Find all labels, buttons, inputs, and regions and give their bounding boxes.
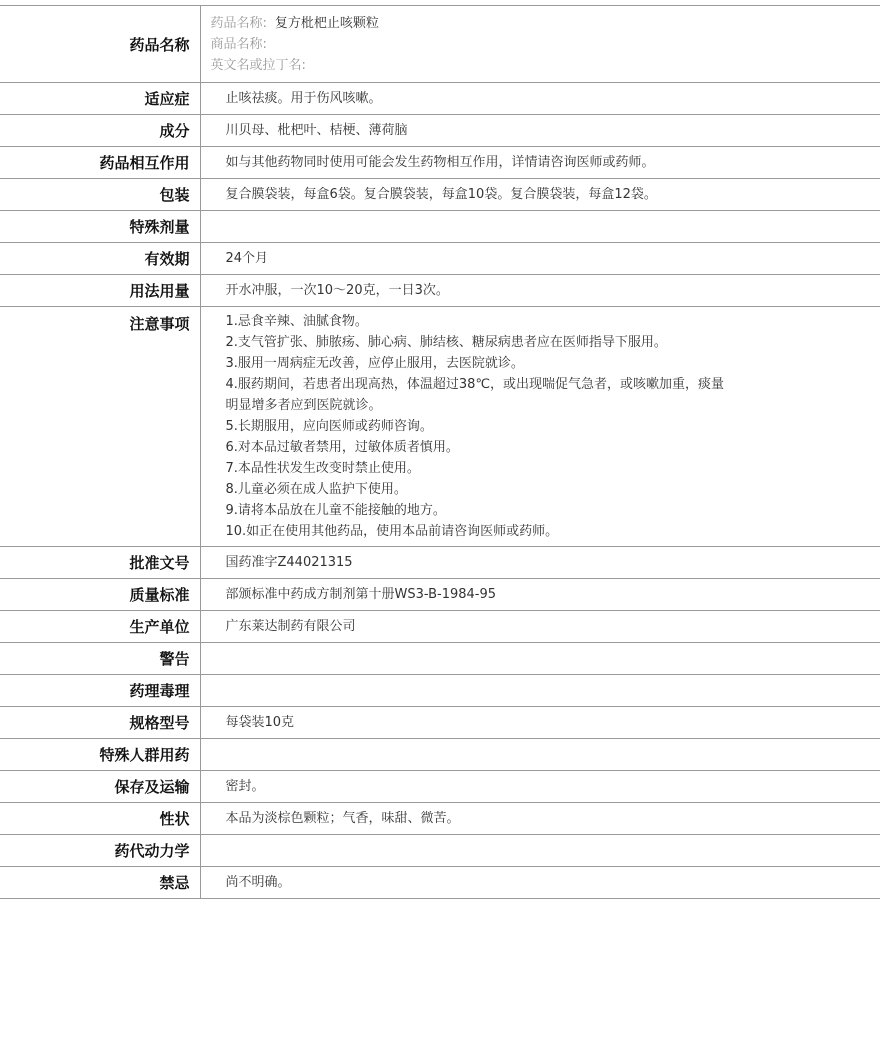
latin-name-key: 英文名或拉丁名:	[210, 57, 306, 73]
label-warning: 警告	[0, 643, 200, 675]
row-interactions	[0, 147, 880, 179]
row-precautions	[0, 307, 880, 547]
row-manufacturer	[0, 611, 880, 643]
trade-name-line	[211, 34, 880, 55]
row-approval-no	[0, 547, 880, 579]
value-indication: 止咳祛痰。用于伤风咳嗽。	[200, 83, 880, 115]
label-pharmacokinetics: 药代动力学	[0, 835, 200, 867]
precaution-line: 9.请将本品放在儿童不能接触的地方。	[225, 503, 446, 518]
row-specification	[0, 707, 880, 739]
label-specification: 规格型号	[0, 707, 200, 739]
precaution-line: 2.支气管扩张、肺脓疡、肺心病、肺结核、糖尿病患者应在医师指导下服用。	[225, 335, 667, 350]
row-contraindications	[0, 867, 880, 899]
precaution-line: 3.服用一周病症无改善，应停止服用，去医院就诊。	[225, 356, 524, 371]
label-ingredients: 成分	[0, 115, 200, 147]
label-pharmacology: 药理毒理	[0, 675, 200, 707]
blank-footer-area	[0, 920, 880, 1050]
label-special-dosage: 特殊剂量	[0, 211, 200, 243]
value-packaging: 复合膜袋装，每盒6袋。复合膜袋装，每盒10袋。复合膜袋装，每盒12袋。	[200, 179, 880, 211]
precaution-line: 4.服药期间，若患者出现高热，体温超过38℃，或出现喘促气急者，或咳嗽加重，痰量	[225, 377, 725, 392]
label-drug-name: 药品名称	[0, 6, 200, 83]
value-precautions	[200, 307, 880, 547]
label-interactions: 药品相互作用	[0, 147, 200, 179]
value-quality-standard: 部颁标准中药成方制剂第十册WS3-B-1984-95	[200, 579, 880, 611]
precaution-line: 明显增多者应到医院就诊。	[225, 398, 382, 413]
row-special-dosage	[0, 211, 880, 243]
label-packaging: 包装	[0, 179, 200, 211]
value-approval-no: 国药准字Z44021315	[200, 547, 880, 579]
row-usage	[0, 275, 880, 307]
precaution-line: 6.对本品过敏者禁用，过敏体质者慎用。	[225, 440, 459, 455]
row-packaging	[0, 179, 880, 211]
precaution-line: 10.如正在使用其他药品，使用本品前请咨询医师或药师。	[225, 524, 559, 539]
generic-name-value: 复方枇杷止咳颗粒	[274, 15, 379, 31]
trade-name-key: 商品名称:	[210, 36, 267, 52]
value-interactions: 如与其他药物同时使用可能会发生药物相互作用，详情请咨询医师或药师。	[200, 147, 880, 179]
row-ingredients	[0, 115, 880, 147]
label-contraindications: 禁忌	[0, 867, 200, 899]
row-quality-standard	[0, 579, 880, 611]
precaution-line: 8.儿童必须在成人监护下使用。	[225, 482, 407, 497]
value-manufacturer: 广东莱达制药有限公司	[200, 611, 880, 643]
value-pharmacology	[200, 675, 880, 707]
label-manufacturer: 生产单位	[0, 611, 200, 643]
label-storage: 保存及运输	[0, 771, 200, 803]
label-shelf-life: 有效期	[0, 243, 200, 275]
label-approval-no: 批准文号	[0, 547, 200, 579]
generic-name-line	[211, 13, 880, 34]
value-special-dosage	[200, 211, 880, 243]
row-pharmacology	[0, 675, 880, 707]
label-precautions: 注意事项	[0, 307, 200, 547]
label-special-population: 特殊人群用药	[0, 739, 200, 771]
latin-name-line	[211, 55, 880, 76]
row-properties	[0, 803, 880, 835]
precaution-line: 7.本品性状发生改变时禁止使用。	[225, 461, 420, 476]
row-shelf-life	[0, 243, 880, 275]
label-properties: 性状	[0, 803, 200, 835]
precaution-line: 1.忌食辛辣、油腻食物。	[225, 314, 368, 329]
drug-spec-table	[0, 5, 880, 899]
value-specification: 每袋装10克	[200, 707, 880, 739]
generic-name-key: 药品名称:	[210, 15, 267, 31]
row-indication	[0, 83, 880, 115]
row-warning	[0, 643, 880, 675]
value-contraindications: 尚不明确。	[200, 867, 880, 899]
value-pharmacokinetics	[200, 835, 880, 867]
value-shelf-life: 24个月	[200, 243, 880, 275]
row-special-population	[0, 739, 880, 771]
label-usage: 用法用量	[0, 275, 200, 307]
value-ingredients: 川贝母、枇杷叶、桔梗、薄荷脑	[200, 115, 880, 147]
label-quality-standard: 质量标准	[0, 579, 200, 611]
row-storage	[0, 771, 880, 803]
value-properties: 本品为淡棕色颗粒；气香，味甜、微苦。	[200, 803, 880, 835]
value-warning	[200, 643, 880, 675]
row-drug-name	[0, 6, 880, 83]
value-special-population	[200, 739, 880, 771]
value-storage: 密封。	[200, 771, 880, 803]
drug-name-block	[200, 6, 880, 83]
row-pharmacokinetics	[0, 835, 880, 867]
value-usage: 开水冲服，一次10～20克，一日3次。	[200, 275, 880, 307]
label-indication: 适应症	[0, 83, 200, 115]
precaution-line: 5.长期服用，应向医师或药师咨询。	[225, 419, 433, 434]
